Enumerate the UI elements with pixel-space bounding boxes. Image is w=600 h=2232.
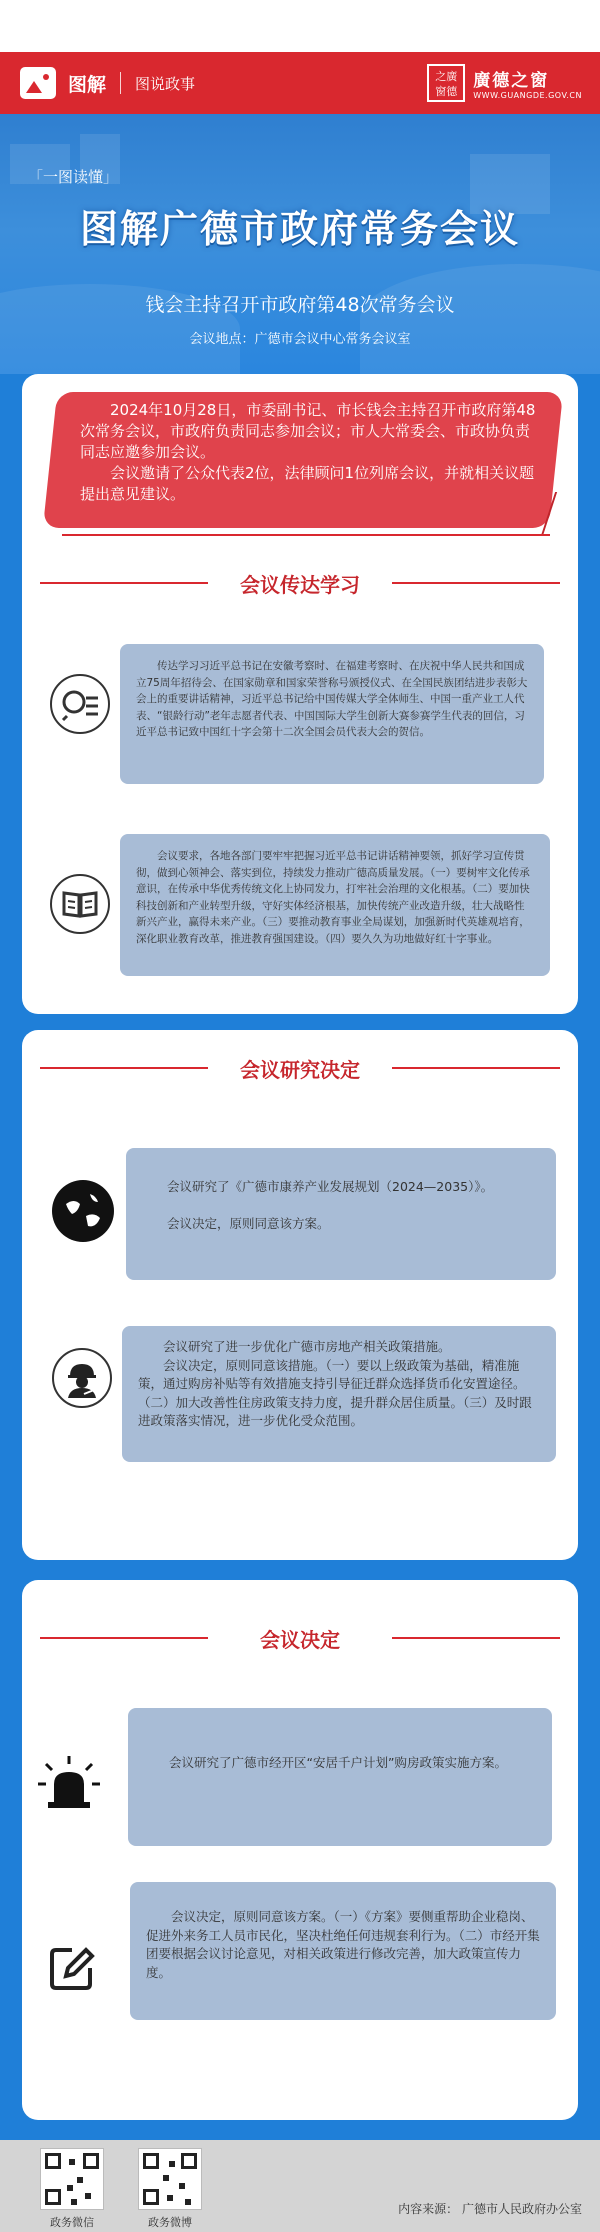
study-card [22,374,578,1014]
meeting-venue: 会议地点：广德市会议中心常务会议室 [189,332,411,347]
decision-item: 会议研究了广德市经开区“安居千户计划”购房政策实施方案。 [128,1708,552,1846]
brand-label: 图解 [68,73,107,96]
site-logo[interactable] [427,64,582,102]
top-whitespace [0,0,600,52]
site-name: 廣德之窗 [473,71,550,91]
decision-item: 会议决定，原则同意该方案。（一）《方案》要侧重帮助企业稳岗、促进外来务工人员市民化，坚决杜绝任何违规套利行为。（二）市经开集团要根据会议讨论意见，对相关政策进行修改完善，加大政策宣传力度。 [130,1882,556,2020]
decision-card [22,1580,578,2120]
header-divider [120,72,121,94]
tag-label: 「一图读懂」 [28,168,119,186]
wechat-qr-code[interactable] [40,2148,104,2210]
header-bar [0,52,600,114]
decision-item: 会议研究了进一步优化广德市房地产相关政策措施。 会议决定，原则同意该措施。（一）要以上级政策为基础，精准施策，通过购房补贴等有效措施支持引导征迁群众选择货币化安置途径。（二）加大改善性住房政策支持力度，提升群众居住质量。（三）及时跟进政策落实情况，进一步优化受众范围。 [122,1326,556,1462]
intro-paragraph: 2024年10月28日，市委副书记、市长钱会主持召开市政府第48次常务会议，市政府负责同志参加会议；市人大常委会、市政协负责同志应邀参加会议。 [80,401,536,461]
page-subtitle: 钱会主持召开市政府第48次常务会议 [145,294,455,316]
weibo-label: 政务微博 [148,2216,192,2229]
intro-paragraph: 会议邀请了公众代表2位，法律顾问1位列席会议，并就相关议题提出意见建议。 [80,464,535,503]
weibo-qr-code[interactable] [138,2148,202,2210]
title-banner [0,114,600,374]
picture-icon [20,67,56,99]
alarm-light-icon [34,1750,104,1820]
footer [0,2140,600,2232]
intro-text [80,400,536,505]
worker-icon [52,1348,112,1408]
page-title: 图解广德市政府常务会议 [79,207,520,251]
globe-icon [52,1180,114,1242]
section-title: 会议研究决定 [240,1058,360,1082]
edit-icon [44,1940,100,1996]
site-url: WWW.GUANGDE.GOV.CN [473,91,582,100]
section-title: 会议传达学习 [240,573,360,597]
content-source: 内容来源： 广德市人民政府办公室 [398,2202,582,2216]
decision-item: 会议研究了《广德市康养产业发展规划（2024—2035）》。 会议决定，原则同意该方案。 [126,1148,556,1280]
study-item: 传达学习习近平总书记在安徽考察时、在福建考察时、在庆祝中华人民共和国成立75周年招待会、在国家勋章和国家荣誉称号颁授仪式、在全国民族团结进步表彰大会上的重要讲话精神，习近平总书记给中国传媒大学全体师生、中国一重产业工人代表、“银龄行动”老年志愿者代表、中国国际大学生创新大赛参赛学生代表的回信，习近平总书记致中国红十字会第十二次全国会员代表大会的贺信。 [120,644,544,784]
book-icon [50,874,110,934]
search-list-icon [50,674,110,734]
brand-subtitle: 图说政事 [135,74,196,93]
research-decision-card [22,1030,578,1560]
site-seal-icon: 之廣 窗德 [427,64,465,102]
wechat-label: 政务微信 [50,2216,94,2229]
study-item: 会议要求，各地各部门要牢牢把握习近平总书记讲话精神要领，抓好学习宣传贯彻，做到心领神会、落实到位，持续发力推动广德高质量发展。（一）要树牢文化传承意识，在传承中华优秀传统文化上协同发力，打牢社会治理的文化根基。（二）要加快科技创新和产业转型升级，守好实体经济根基，加快传统产业改造升级，壮大战略性新兴产业，赢得未来产业。（三）要推动教育事业全局谋划，加强新时代英雄观培育，深化职业教育改革，推进教育强国建设。（四）要久久为功地做好红十字事业。 [120,834,550,976]
section-title: 会议决定 [260,1628,340,1652]
